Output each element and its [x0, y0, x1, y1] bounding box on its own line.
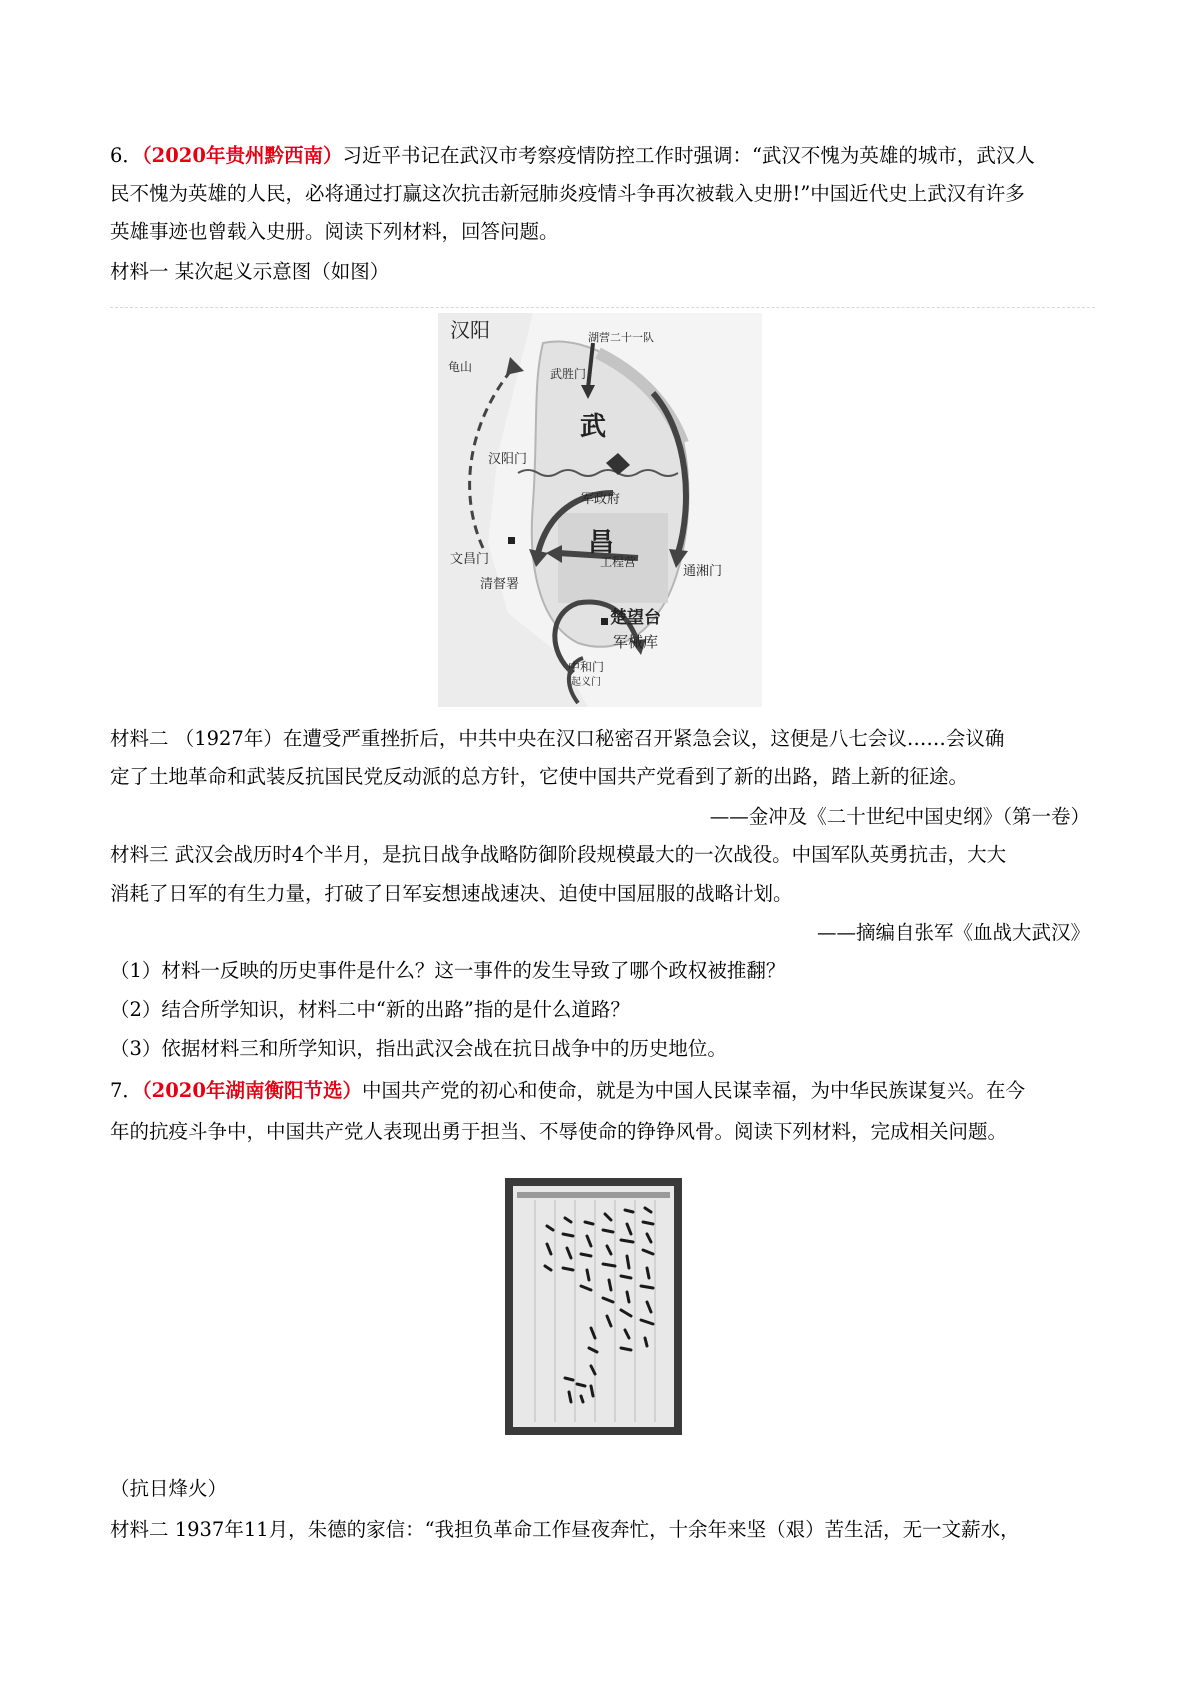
q6-material-3-line-1: 材料三 武汉会战历时4个半月，是抗日战争战略防御阶段规模最大的一次战役。中国军队英勇抗击，大大 — [110, 843, 1007, 866]
q6-material-3-line-2: 消耗了日军的有生力量，打破了日军妄想速战速决、迫使中国屈服的战略计划。 — [110, 882, 793, 905]
q7-source: （2020年湖南衡阳节选） — [141, 1079, 362, 1102]
q6-question-1: （1）材料一反映的历史事件是什么？这一事件的发生导致了哪个政权被推翻？ — [110, 959, 786, 982]
map-label-hanyang: 汉阳 — [450, 318, 490, 342]
q7-line-2: 年的抗疫斗争中，中国共产党人表现出勇于担当、不辱使命的铮铮风骨。阅读下列材料，完成相关问题。 — [110, 1120, 1008, 1143]
map-label-gongchengying: 工程营 — [600, 555, 637, 569]
q6-source: （2020年贵州黔西南） — [141, 144, 343, 167]
q7-line1-text: 中国共产党的初心和使命，就是为中国人民谋幸福，为中华民族谋复兴。在今 — [361, 1079, 1025, 1102]
q6-material-3-source: ——摘编自张军《血战大武汉》 — [816, 921, 1090, 944]
map-label-camp: 湖营二十一队 — [588, 331, 654, 344]
dotted-divider — [110, 307, 1095, 308]
q6-material-2-line-1: 材料二 （1927年）在遭受严重挫折后，中共中央在汉口秘密召开紧急会议，这便是八七会议……会议确 — [110, 727, 1005, 750]
q6-line1-text: 习近平书记在武汉市考察疫情防控工作时强调：“武汉不愧为英雄的城市，武汉人 — [342, 144, 1035, 167]
q7-material-2: 材料二 1937年11月，朱德的家信：“我担负革命工作昼夜奔忙，十余年来坚（艰）苦生活，无一文薪水， — [110, 1518, 1020, 1541]
map-label-wu: 武 — [580, 412, 607, 442]
map-label-guishan: 龟山 — [448, 360, 473, 374]
map-label-wenchangmen: 文昌门 — [450, 552, 490, 567]
map-label-duduchu: 清督署 — [480, 577, 520, 592]
q6-material-2-source: ——金冲及《二十世纪中国史纲》（第一卷） — [709, 805, 1090, 828]
q6-question-2: （2）结合所学知识，材料二中“新的出路”指的是什么道路？ — [110, 998, 630, 1021]
q6-material-2-line-2: 定了土地革命和武装反抗国民党反动派的总方针，它使中国共产党看到了新的出路，踏上新的征途。 — [110, 765, 969, 788]
q6-number: 6． — [110, 144, 142, 167]
q6-line-3: 英雄事迹也曾载入史册。阅读下列材料，回答问题。 — [110, 220, 559, 243]
q7-line-1 — [110, 1076, 1025, 1106]
q7-image-caption: （抗日烽火） — [110, 1477, 228, 1500]
q6-material-1: 材料一 某次起义示意图（如图） — [110, 260, 390, 283]
q6-line-2: 民不愧为英雄的人民，必将通过打赢这次抗击新冠肺炎疫情斗争再次被载入史册!”中国近代史上武汉有许多 — [110, 182, 1025, 205]
map-label-qiyimen: 起义门 — [571, 677, 601, 688]
map-label-chuwangtai: 楚望台 — [610, 608, 661, 628]
map-label-zhonghemen: 中和门 — [568, 660, 605, 674]
map-label-junzhengfu: 军政府 — [581, 492, 621, 507]
map-label-tongxiangmen: 通湘门 — [683, 564, 723, 579]
q6-question-3: （3）依据材料三和所学知识，指出武汉会战在抗日战争中的历史地位。 — [110, 1037, 727, 1060]
q6-line-1 — [110, 141, 1035, 171]
map-label-chang: 昌 — [588, 528, 615, 558]
handwritten-letter-image — [505, 1178, 682, 1435]
map-label-junxieku: 军械库 — [613, 633, 659, 651]
uprising-map — [438, 313, 762, 707]
map-label-hanyangmen: 汉阳门 — [488, 452, 528, 467]
q7-number: 7． — [110, 1079, 142, 1102]
map-label-wushengmen: 武胜门 — [550, 367, 587, 381]
